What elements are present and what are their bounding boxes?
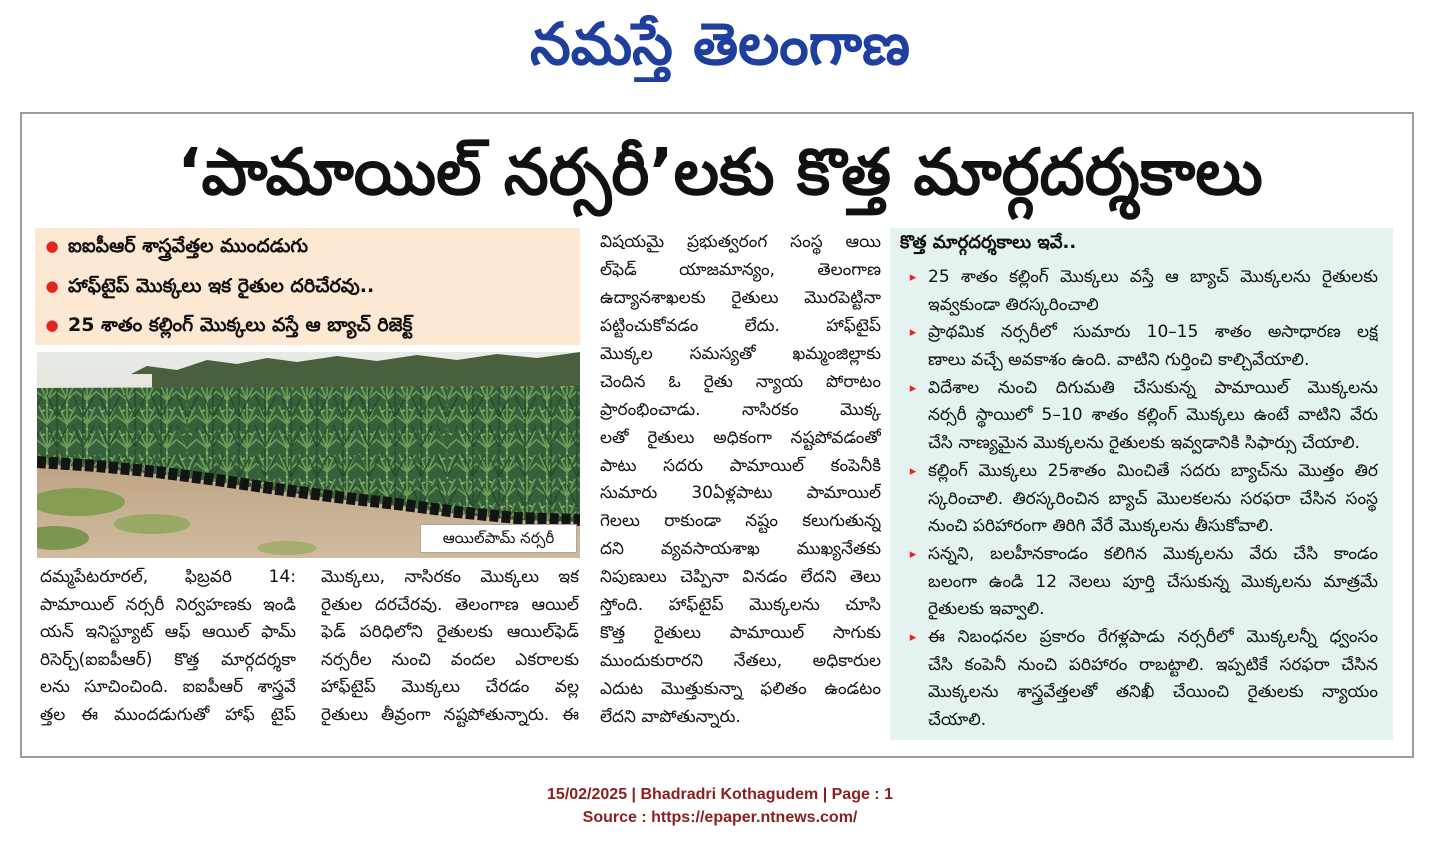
highlight-text: 25 శాతం కల్లింగ్ మొక్కలు వస్తే ఆ బ్యాచ్ రిజెక్ట్ [68,314,413,336]
nursery-photo [37,352,580,558]
bullet-dot-icon: ● [45,277,59,295]
highlight-item [35,228,580,264]
guideline-item [909,375,1378,458]
highlights-box [35,228,580,345]
photo-grass [257,541,317,555]
body-text-line: ఫెడ్ పరిధిలోని రైతులకు ఆయిల్‌ఫెడ్ [321,622,579,643]
body-text-line: పట్టించుకోవడం లేదు. హాఫ్‌టైప్ [600,315,881,336]
body-text-line: మొక్కల సమస్యతో ఖమ్మంజిల్లాకు [600,343,881,364]
guideline-text-line: స్కరించాలి. తిరస్కరించిన బ్యాచ్ మొలకలను సరఫరా చేసిన సంస్థ [928,488,1378,509]
sidebar-title: కొత్త మార్గదర్శకాలు ఇవే.. [900,232,1077,253]
highlight-text: ఐఐపీఆర్ శాస్త్రవేత్తల ముందడుగు [68,235,309,257]
guideline-item [909,319,1378,374]
body-text-line: ఉద్యానశాఖలకు రైతులు మొరపెట్టినా [600,287,881,308]
footer-edition-info: 15/02/2025 | Bhadradri Kothagudem | Page : 1 [547,786,893,803]
body-text-line: స్తోంది. హాఫ్‌టైప్ మొక్కలను చూసి [600,595,881,616]
guideline-text-line: కల్లింగ్ మొక్కలు 25శాతం మించితే సదరు బ్యాచ్‌ను మొత్తం తిర [928,460,1378,481]
guideline-text-line: చేసి నాణ్యమైన మొక్కలను రైతులకు ఇవ్వడానికి సిఫార్సు చేయాలి. [928,433,1360,454]
guidelines-sidebar [890,228,1393,740]
body-text-line: గెలలు రాకుండా నష్టం కలుగుతున్న [600,511,881,532]
body-text-line: ఎదుట మొత్తుకున్నా ఫలితం ఉండటం [600,679,881,699]
masthead-logo: నమస్తే తెలంగాణ [530,10,910,78]
body-text-line: లేదని వాపోతున్నారు. [600,706,741,727]
photo-grass [114,514,190,534]
body-column-2 [321,564,579,730]
body-text-line: కొత్త రైతులు పామాయిల్ సాగుకు [600,623,881,644]
guideline-text-line: ణాలు వచ్చే అవకాశం ఉంది. వాటిని గుర్తించి కాల్చివేయాలి. [928,350,1310,371]
bullet-dot-icon: ● [45,316,59,334]
body-text-line: మొక్కలు, నాసిరకం మొక్కలు ఇక [321,567,579,587]
body-text-line: పాటు సదరు పామాయిల్ కంపెనీకి [600,455,881,476]
guideline-text-line: సన్నని, బలహీనకాండం కలిగిన మొక్కలను వేరు చేసి కాండం [928,543,1378,564]
body-text-line: నర్సరీల నుంచి వందల ఎకరాలకు [321,649,579,670]
bullet-arrow-icon: ▸ [909,629,917,645]
guideline-text-line: మొక్కలను శాస్త్రవేత్తలతో తనిఖీ చేయించి రైతులకు న్యాయం [928,682,1378,703]
body-text-line: లను సూచించింది. ఐఐపీఆర్ శాస్త్రవే [40,677,296,698]
body-text-line: పామాయిల్ నర్సరీ నిర్వహణకు ఇండి [40,594,296,615]
body-text-line: యన్ ఇనిస్ట్యూట్ ఆఫ్ ఆయిల్ ఫామ్ [40,622,296,643]
body-text-line: నిపుణులు చెప్పినా వినడం లేదని తెలు [600,567,881,588]
body-text-line: దమ్మపేటరూరల్, ఫిబ్రవరి 14: [40,567,296,587]
body-text-line: ప్రారంభించాడు. నాసిరకం మొక్క [600,399,881,420]
body-text-line: ల్‌ఫెడ్ యాజమాన్యం, తెలంగాణ [600,259,881,280]
guideline-item [909,458,1378,541]
guidelines-list [909,264,1378,735]
guideline-text-line: ప్రాథమిక నర్సరీలో సుమారు 10–15 శాతం అసాధారణ లక్ష [928,322,1378,343]
guideline-text-line: ఈ నిబంధనల ప్రకారం రేగళ్లపాడు నర్సరీలో మొక్కలన్నీ ధ్వంసం [928,626,1378,647]
guideline-item [909,624,1378,735]
bullet-arrow-icon: ▸ [909,463,917,479]
guideline-text-line: రైతులకు ఇవ్వాలి. [928,599,1045,620]
body-text-line: చెందిన ఓ రైతు న్యాయ పోరాటం [600,371,881,392]
highlight-item [35,268,580,304]
bullet-arrow-icon: ▸ [909,325,917,341]
bullet-arrow-icon: ▸ [909,546,917,562]
bullet-arrow-icon: ▸ [909,270,917,285]
body-text-line: ముందుకురారని నేతలు, అధికారుల [600,651,881,672]
article-headline: ‘పామాయిల్ నర్సరీ’లకు కొత్త మార్గదర్శకాలు [177,136,1263,210]
guideline-text-line: ఇవ్వకుండా తిరస్కరించాలి [928,294,1099,315]
guideline-text-line: చేయాలి. [928,710,987,730]
body-text-line: రిసెర్చ్(ఐఐపీఆర్) కొత్త మార్గదర్శకా [40,649,296,670]
body-text-line: హాఫ్‌టైప్ మొక్కలు చేరడం వల్ల [321,677,579,698]
body-text-line: రైతులు తీవ్రంగా నష్టపోతున్నారు. ఈ [321,704,579,725]
guideline-text-line: విదేశాల నుంచి దిగుమతి చేసుకున్న పామాయిల్ మొక్కలను [928,377,1378,398]
body-text-line: లతో రైతులు అధికంగా నష్టపోవడంతో [600,427,881,448]
body-column-1 [40,564,296,730]
body-text-line: దని వ్యవసాయశాఖ ముఖ్యనేతకు [600,539,881,560]
body-text-line: సుమారు 30ఏళ్లపాటు పామాయిల్ [600,483,881,504]
guideline-text-line: నుంచి పరిహారంగా తిరిగి వేరే మొక్కలను తీసుకోవాలి. [928,516,1274,537]
guideline-text-line: చేసి కంపెనీ నుంచి పరిహారం రాబట్టాలి. ఇప్పటికే సరఫరా చేసిన [928,654,1378,675]
photo-caption: ఆయిల్‌పామ్ నర్సరీ [420,524,577,553]
body-column-3 [600,229,881,732]
guideline-item [909,264,1378,319]
guideline-item [909,541,1378,624]
footer-source: Source : https://epaper.ntnews.com/ [582,809,858,826]
bullet-arrow-icon: ▸ [909,380,917,396]
highlight-item [35,307,580,343]
bullet-dot-icon: ● [45,237,59,255]
body-text-line: రైతుల దరచేరవు. తెలంగాణ ఆయిల్ [321,594,579,615]
body-text-line: త్తల ఈ ముందడుగుతో హాఫ్ టైప్ [40,704,296,725]
guideline-text-line: బలంగా ఉండి 12 నెలలు పూర్తి చేసుకున్న మొక్కలను మాత్రమే [928,571,1378,592]
highlight-text: హాఫ్‌టైప్ మొక్కలు ఇక రైతుల దరిచేరవు.. [68,275,375,297]
guideline-text-line: 25 శాతం కల్లింగ్ మొక్కలు వస్తే ఆ బ్యాచ్ మొక్కలను రైతులకు [928,267,1378,287]
body-text-line: విషయమై ప్రభుత్వరంగ సంస్థ ఆయి [600,232,881,252]
guideline-text-line: నర్సరీ స్థాయిలో 5–10 శాతం కల్లింగ్ మొక్కలు ఉంటే వాటిని వేరు [928,405,1378,426]
